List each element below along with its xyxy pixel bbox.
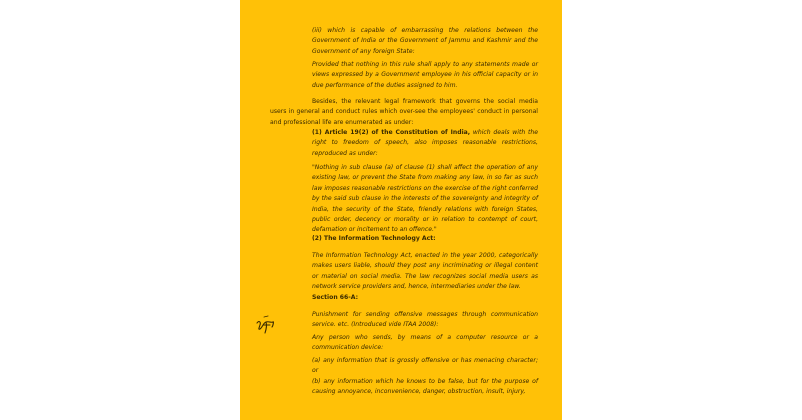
section-66a-paragraph-1: Punishment for sending offensive messages through communication service. etc. (Introduced vide ITAA 2008): (312, 311, 538, 329)
clause-a: (a) any information that is grossly offensive or has menacing character; or (312, 357, 538, 375)
item2-paragraph: The Information Technology Act, enacted in the year 2000, categorically makes users liable, should they post any incriminating or illegal content or material on social media. The law recognizes social media users as network service providers and, hence, intermediaries under the law. (312, 252, 538, 291)
document-page (240, 0, 562, 420)
item1-text: which deals with the right to freedom of speech, also imposes reasonable restrictions, reproduced as under: (312, 129, 538, 157)
paragraph-legal-framework: Besides, the relevant legal framework that governs the social media users in general and conduct rules which over-see the employees' conduct in personal and professional life are enumerated as under: (270, 98, 538, 126)
paragraph-proviso: Provided that nothing in this rule shall apply to any statements made or views expressed by a Government employee in his official capacity or in due performance of the duties assigned to him. (312, 61, 538, 89)
item2-heading: (2) The Information Technology Act: (312, 235, 436, 242)
item1-paragraph (312, 128, 538, 159)
paragraph-clause-iii: (iii) which is capable of embarrassing the relations between the Government of India or the Government of Jammu and Kashmir and the Government of any foreign State: (312, 27, 538, 55)
item1-heading: (1) Article 19(2) of the Constitution of India, (312, 129, 471, 136)
quote-article-19: "Nothing in sub clause (a) of clause (1) shall affect the operation of any existing law, or prevent the State from making any law, in so far as such law imposes reasonable restrictions on the exercise of the right conferred by the said sub clause in the interests of the sovereignty and integrity of India, the security of the State, friendly relations with foreign States, public order, decency or morality or in relation to contempt of court, defamation or incitement to an offence." (312, 164, 538, 234)
clause-b: (b) any information which he knows to be false, but for the purpose of causing annoyance, inconvenience, danger, obstruction, insult, injury, (312, 378, 538, 396)
handwritten-signature (255, 314, 279, 336)
section-66a-paragraph-2: Any person who sends, by means of a computer resource or a communication device: (312, 334, 538, 352)
section-66a-heading: Section 66-A: (312, 294, 359, 301)
